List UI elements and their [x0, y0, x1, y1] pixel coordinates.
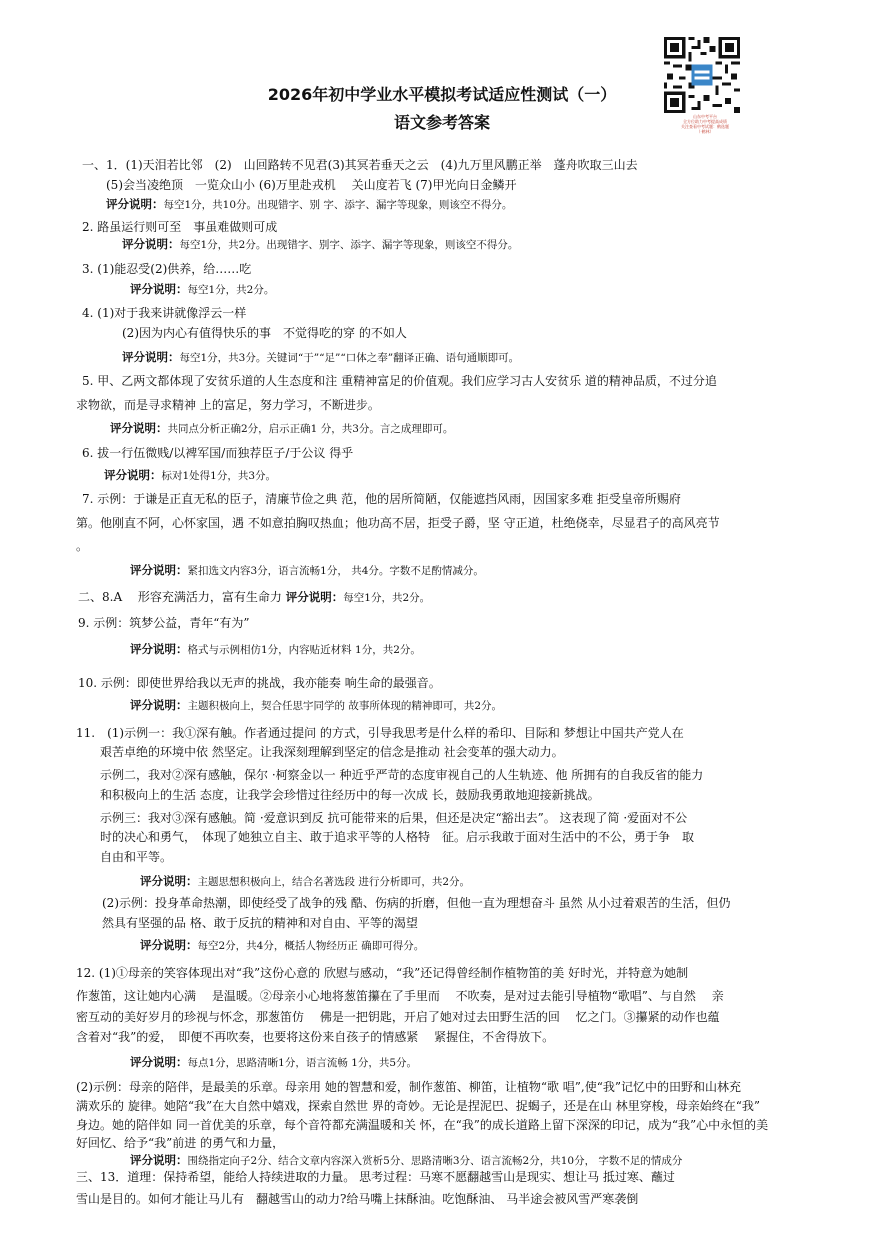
answer-line: 含着对“我”的爱， 即便不再吹奏，也要将这份来自孩子的情感紧 紧握住，不舍得放下。: [76, 1030, 555, 1044]
answer-line: 然具有坚强的品 格、敢于反抗的精神和对自由、平等的渴望: [102, 916, 418, 930]
answer-line: 满欢乐的 旋律。她陪“我”在大自然中嬉戏，探索自然世 界的奇妙。无论是捏泥巴、捉蝎子，还是在山 林里穿梭，母亲始终在“我”: [76, 1099, 760, 1113]
answer-line: 自由和平等。: [100, 850, 173, 864]
score-note: 评分说明：每点1分，思路清晰1分，语言流畅 1分，共5分。: [130, 1055, 418, 1069]
answer-line: (2)示例：投身革命热潮，即使经受了战争的残 酷、伤病的折磨，但他一直为理想奋斗 虽然 从小过着艰苦的生活，但仍: [102, 896, 731, 910]
score-note: 评分说明：主题思想积极向上，结合名著选段 进行分析即可，共2分。: [140, 874, 471, 888]
answer-line: (5)会当凌绝顶 一览众山小 (6)万里赴戎机 关山度若飞 (7)甲光向日金鳞开: [106, 178, 517, 192]
answer-line: 5. 甲、乙两文都体现了安贫乐道的人生态度和注 重精神富足的价值观。我们应学习古人安贫乐 道的精神品质，不过分追: [82, 374, 717, 388]
answer-line: 三、13．道理：保持希望，能给人持续进取的力量。 思考过程：马寒不愿翻越雪山是现实、想让马 抵过寒、蘸过: [76, 1170, 675, 1184]
answer-line: (2)示例：母亲的陪伴，是最美的乐章。母亲用 她的智慧和爱，制作葱笛、柳笛，让植物“歌 唱”,使“我”记忆中的田野和山林充: [76, 1080, 741, 1094]
score-note: 评分说明：标对1处得1分，共3分。: [104, 468, 277, 482]
score-note: 评分说明：每空1分，共2分。出现错字、别字、添字、漏字等现象，则该空不得分。: [122, 237, 519, 251]
answer-line: 4. (1)对于我来讲就像浮云一样: [82, 306, 247, 320]
answer-line: 示例二，我对②深有感触，保尔 ·柯察金以一 种近乎严苛的态度审视自己的人生轨迹、他 所拥有的自我反省的能力: [100, 768, 704, 782]
answer-line: 示例三：我对③深有感触。简 ·爱意识到反 抗可能带来的后果，但还是决定“豁出去”。 这表现了简 ·爱面对不公: [100, 811, 688, 825]
answer-line: 作葱笛，这让她内心满 是温暖。②母亲小心地将葱笛攥在了手里而 不吹奏，是对过去能引导植物“歌唱”、与自然 亲: [76, 989, 724, 1003]
answer-line: 二、8.A 形容充满活力，富有生命力 评分说明：每空1分，共2分。: [78, 590, 431, 604]
answer-line: (2)因为内心有值得快乐的事 不觉得吃的穿 的不如人: [122, 326, 407, 340]
answer-line: 求物欲，而是寻求精神 上的富足，努力学习，不断进步。: [76, 398, 380, 412]
answer-line: 6. 拔一行伍微贱/以裨军国/而独荐臣子/于公议 得乎: [82, 446, 354, 460]
answer-line: 好回忆、给予“我”前进 的勇气和力量，: [76, 1136, 285, 1150]
score-note: 评分说明：每空1分，共10分。出现错字、别 字、添字、漏字等现象，则该空不得分。: [106, 197, 513, 211]
answer-subtitle: 语文参考答案: [393, 113, 490, 132]
score-note: 评分说明：紧扣选文内容3分，语言流畅1分， 共4分。字数不足酌情减分。: [130, 563, 484, 577]
answer-line: 时的决心和勇气， 体现了她独立自主、敢于追求平等的人格特 征。启示我敢于面对生活中的不公，勇于争 取: [100, 830, 695, 844]
answer-line: 身边。她的陪伴如 同一首优美的乐章，每个音符都充满温暖和关 怀，在“我”的成长道路上留下深深的印记，成为“我”心中永恒的美: [76, 1118, 769, 1132]
answer-line: 。: [76, 539, 89, 553]
answer-line: 7. 示例：于谦是正直无私的臣子，清廉节俭之典 范，他的居所简陋，仅能遮挡风雨，因国家多难 拒受皇帝所赐府: [82, 492, 681, 506]
answer-line: 第。他刚直不阿，心怀家国，遇 不如意拍胸叹热血；他功高不居，拒受子爵，坚 守正道，杜绝侥幸，尽显君子的高风亮节: [76, 516, 720, 530]
score-note: 评分说明：围绕指定向子2分、结合文章内容深入赏析5分、思路清晰3分、语言流畅2分，共10分， 字数不足的情成分: [130, 1153, 683, 1167]
score-note: 评分说明：共同点分析正确2分，启示正确1 分，共3分。言之成理即可。: [110, 421, 454, 435]
answer-line: 和积极向上的生活 态度，让我学会珍惜过往经历中的每一次成 长，鼓励我勇敢地迎接新挑战。: [100, 788, 600, 802]
answer-line: 2. 路虽运行则可至 事虽难做则可成: [82, 220, 278, 234]
exam-title: 2026年初中学业水平模拟考试适应性测试（一）: [267, 85, 617, 104]
score-note: 评分说明：格式与示例相仿1分，内容贴近材料 1分，共2分。: [130, 642, 421, 656]
score-note: 评分说明：每空1分，共3分。关键词“于”“足”“口体之奉”翻译正确、语句通顺即可。: [122, 350, 520, 364]
score-note: 评分说明：每空2分，共4分，概括人物经历正 确即可得分。: [140, 938, 425, 952]
answer-line: 雪山是目的。如何才能让马儿有 翻越雪山的动力?给马嘴上抹酥油。吃饱酥油、 马半途会被风雪严寒袭倒: [76, 1192, 639, 1206]
answer-line: 12. (1)①母亲的笑容体现出对“我”这份心意的 欣慰与感动，“我”还记得曾经制作植物笛的美 好时光，并特意为她制: [76, 966, 689, 980]
answer-line: 10. 示例：即使世界给我以无声的挑战，我亦能奏 响生命的最强音。: [78, 676, 441, 690]
answer-line: 密互动的美好岁月的珍视与怀念，那葱笛仿 佛是一把钥匙，开启了她对过去田野生活的回 忆之门。③攥紧的动作也蕴: [76, 1010, 720, 1024]
answer-line: 一、1．(1)天泪若比邻 (2) 山回路转不见君(3)其冥若垂天之云 (4)九万里风鹏正举 蓬舟吹取三山去: [82, 158, 638, 172]
score-note: 评分说明：每空1分，共2分。: [130, 282, 275, 296]
qr-caption: 山东中考平台 全方位助力中考提高成绩 关注查看中考试题：鹤选题 （·鹤林）: [681, 114, 729, 134]
answer-line: 11. (1)示例一：我①深有触。作者通过提问 的方式，引导我思考是什么样的希印、目际和 梦想让中国共产党人在: [76, 726, 684, 740]
score-note: 评分说明：主题积极向上，契合任思宇同学的 故事所体现的精神即可，共2分。: [130, 698, 503, 712]
answer-line: 9. 示例：筑梦公益，青年“有为”: [78, 616, 250, 630]
answer-line: 3. (1)能忍受(2)供养，给……吃: [82, 262, 252, 276]
answer-line: 艰苦卓绝的环境中依 然坚定。让我深刻理解到坚定的信念是推动 社会变革的强大动力。: [100, 745, 564, 759]
